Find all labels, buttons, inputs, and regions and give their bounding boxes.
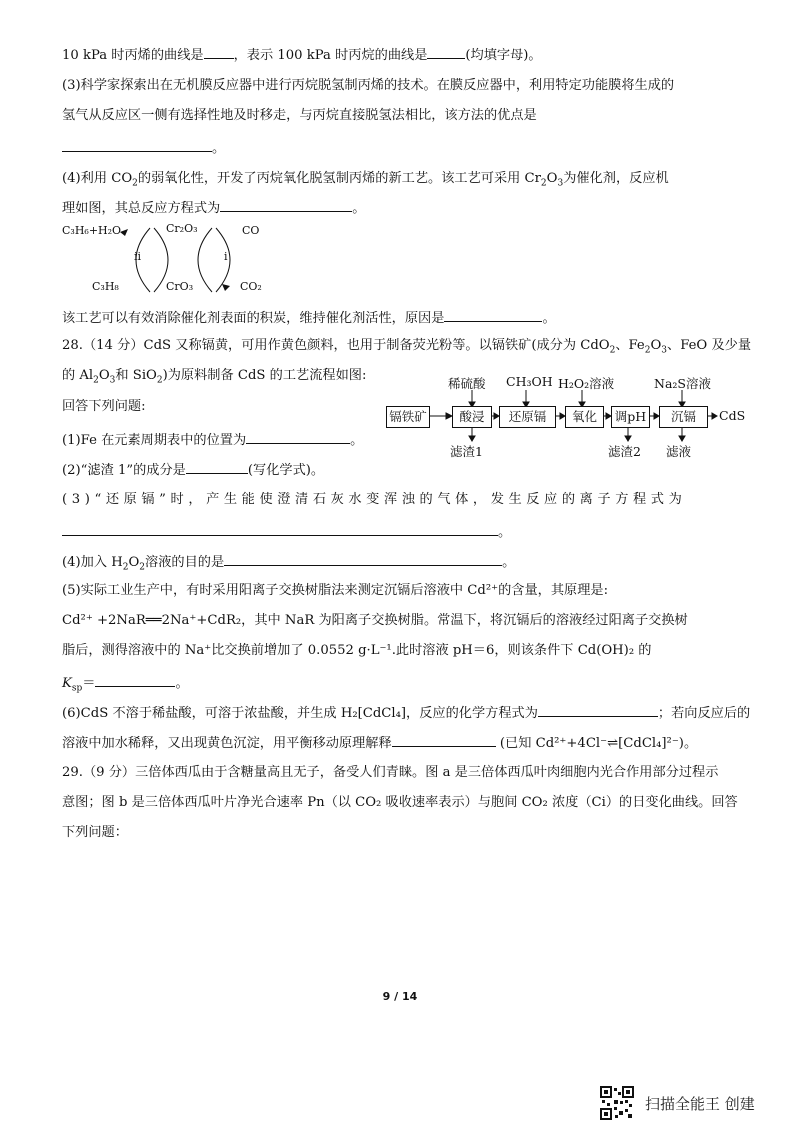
text: 该工艺可以有效消除催化剂表面的积炭，维持催化剂活性，原因是 xyxy=(62,311,445,326)
text: sp xyxy=(71,683,83,694)
line-q3-2 xyxy=(62,107,537,125)
text: O xyxy=(98,368,110,383)
qr-code-icon xyxy=(600,1086,634,1120)
text: (已知 Cd²⁺+4Cl⁻⇌[CdCl₄]²⁻)。 xyxy=(499,736,698,751)
line-q4-3 xyxy=(62,308,556,328)
text: ；若向反应后的 xyxy=(657,706,751,721)
text: 28.（14 分）CdS 又称镉黄，可用作黄色颜料，也用于制备荧光粉等。以镉铁矿(成分为 CdO xyxy=(62,338,610,353)
q28-sub2 xyxy=(62,460,324,480)
right-bottom-label: CO₂ xyxy=(240,280,262,293)
flow-step-precipitate: 沉镉 xyxy=(659,406,708,428)
line-q4-2 xyxy=(62,198,365,218)
text: (3)“还原镉”时，产生能使澄清石灰水变浑浊的气体，发生反应的离子方程式为 xyxy=(62,492,687,507)
reagent-na2s: Na₂S溶液 xyxy=(654,376,711,391)
text: (均填字母)。 xyxy=(465,48,542,63)
reagent-methanol: CH₃OH xyxy=(506,374,553,389)
mid-bottom-label: CrO₃ xyxy=(166,280,194,293)
text: 的 Al xyxy=(62,368,94,383)
q29-intro-1 xyxy=(62,764,718,782)
right-top-label: CO xyxy=(242,224,260,237)
text: ，表示 100 kPa 时丙烷的曲线是 xyxy=(233,48,428,63)
text: 10 kPa 时丙烯的曲线是 xyxy=(62,48,204,63)
text: (4)加入 H xyxy=(62,555,123,570)
left-top-label: C₃H₆+H₂O xyxy=(62,224,122,237)
flow-step-oxidize: 氧化 xyxy=(565,406,604,428)
flow-step-reduce: 还原镉 xyxy=(499,406,556,428)
text: )为原料制备 CdS 的工艺流程如图: xyxy=(162,368,367,383)
line-q2-answer xyxy=(62,45,542,65)
answer-blank-q3: 。 xyxy=(62,138,225,158)
flow-step-acid-leach: 酸浸 xyxy=(452,406,492,428)
text: O xyxy=(128,555,140,570)
process-flowchart xyxy=(386,372,746,462)
mid-top-label: Cr₂O₃ xyxy=(166,222,198,235)
text: (5)实际工业生产中，有时采用阳离子交换树脂法来测定沉镉后溶液中 Cd²⁺的含量，其原理是: xyxy=(62,583,609,598)
reaction-cycle-diagram xyxy=(62,220,292,300)
text: 理如图，其总反应方程式为 xyxy=(62,201,221,216)
text: 和 SiO xyxy=(115,368,157,383)
text: 为催化剂，反应机 xyxy=(563,171,669,186)
output-residue1: 滤渣1 xyxy=(450,444,483,459)
answer-blank-sub3: 。 xyxy=(62,522,511,542)
text: 的弱氧化性，开发了丙烷氧化脱氢制丙烯的新工艺。该工艺可采用 Cr xyxy=(137,171,541,186)
reagent-h2o2: H₂O₂溶液 xyxy=(558,376,615,391)
text: 溶液中加水稀释，又出现黄色沉淀，用平衡移动原理解释 xyxy=(62,736,392,751)
q28-intro-2: 的 $Al_2O_3$和 SiO$_2$)为原料制备 CdS 的工艺流程如图: xyxy=(62,368,367,386)
output-filtrate: 滤液 xyxy=(666,444,692,459)
text: Cd²⁺ +2NaR══2Na⁺+CdR₂，其中 NaR 为阳离子交换树脂。常温下，将沉镉后的溶液经过阳离子交换树 xyxy=(62,613,688,628)
text: 。 xyxy=(502,555,516,570)
text: 29.（9 分）三倍体西瓜由于含糖量高且无子，备受人们青睐。图 a 是三倍体西瓜叶肉细胞内光合作用部分过程示 xyxy=(62,765,719,780)
text: 下列问题： xyxy=(62,825,128,840)
scanner-watermark: 扫描全能王 创建 xyxy=(645,1095,755,1113)
step-ii-label: ii xyxy=(134,250,142,263)
text: K xyxy=(62,676,72,691)
q28-sub4: (4)加入 $H_2O_2$溶液的目的是 。 xyxy=(62,552,515,572)
q28-sub5-3 xyxy=(62,642,652,660)
step-i-label: i xyxy=(224,250,228,263)
text: (1)Fe 在元素周期表中的位置为 xyxy=(62,433,247,448)
left-bottom-label: C₃H₈ xyxy=(92,280,119,293)
text: (写化学式)。 xyxy=(247,463,325,478)
q29-intro-2 xyxy=(62,794,738,812)
reagent-acid: 稀硫酸 xyxy=(448,376,486,391)
text: 回答下列问题: xyxy=(62,399,146,414)
q29-intro-3 xyxy=(62,824,128,842)
line-q3-1 xyxy=(62,77,674,95)
text: (6)CdS 不溶于稀盐酸，可溶于浓盐酸，并生成 H₂[CdCl₄]，反应的化学方程式为 xyxy=(62,706,538,721)
text: 氢气从反应区一侧有选择性地及时移走，与丙烷直接脱氢法相比，该方法的优点是 xyxy=(62,108,537,123)
flow-step-adjust-ph: 调pH xyxy=(611,406,650,428)
text: 溶液的目的是 xyxy=(145,555,225,570)
line-q4-1: (4)利用 $CO_2$的弱氧化性，开发了丙烷氧化脱氢制丙烯的新工艺。该工艺可采用 $Cr_2O_3$为催化剂，反应机 xyxy=(62,171,669,189)
page-number: 9 / 14 xyxy=(382,990,418,1003)
q28-sub5-4 xyxy=(62,673,189,693)
flow-product: CdS xyxy=(719,408,746,423)
q28-intro-1: 28.（14 分）CdS 又称镉黄，可用作黄色颜料，也用于制备荧光粉等。以镉铁矿(成分为 CdO$_2$、$Fe_2O_3$、FeO 及少量 xyxy=(62,338,752,356)
flow-step-ore: 镉铁矿 xyxy=(386,406,430,428)
q28-sub6-2 xyxy=(62,733,697,753)
q28-sub5-1 xyxy=(62,582,608,600)
text: (3)科学家探索出在无机膜反应器中进行丙烷脱氢制丙烯的技术。在膜反应器中，利用特定功能膜将生成的 xyxy=(62,78,675,93)
q28-sub1 xyxy=(62,430,363,450)
text: 意图；图 b 是三倍体西瓜叶片净光合速率 Pn（以 CO₂ 吸收速率表示）与胞间 CO₂ 浓度（Ci）的日变化曲线。回答 xyxy=(62,795,738,810)
text: 。 xyxy=(350,433,364,448)
text: 。 xyxy=(175,676,189,691)
q28-prompt xyxy=(62,398,146,416)
text: (2)“滤渣 1”的成分是 xyxy=(62,463,186,478)
text: 脂后，测得溶液中的 Na⁺比交换前增加了 0.0552 g·L⁻¹.此时溶液 pH＝6，则该条件下 Cd(OH)₂ 的 xyxy=(62,643,652,658)
q28-sub5-2 xyxy=(62,612,688,630)
text: ＝ xyxy=(82,676,96,691)
text: 、FeO 及少量 xyxy=(667,338,752,353)
output-residue2: 滤渣2 xyxy=(608,444,641,459)
text: 。 xyxy=(542,311,556,326)
text: (4)利用 CO xyxy=(62,171,133,186)
q28-sub6-1 xyxy=(62,703,750,723)
text: 。 xyxy=(352,201,366,216)
text: 、Fe xyxy=(615,338,645,353)
q28-sub3 xyxy=(62,491,686,509)
text: O xyxy=(650,338,662,353)
text: O xyxy=(546,171,558,186)
